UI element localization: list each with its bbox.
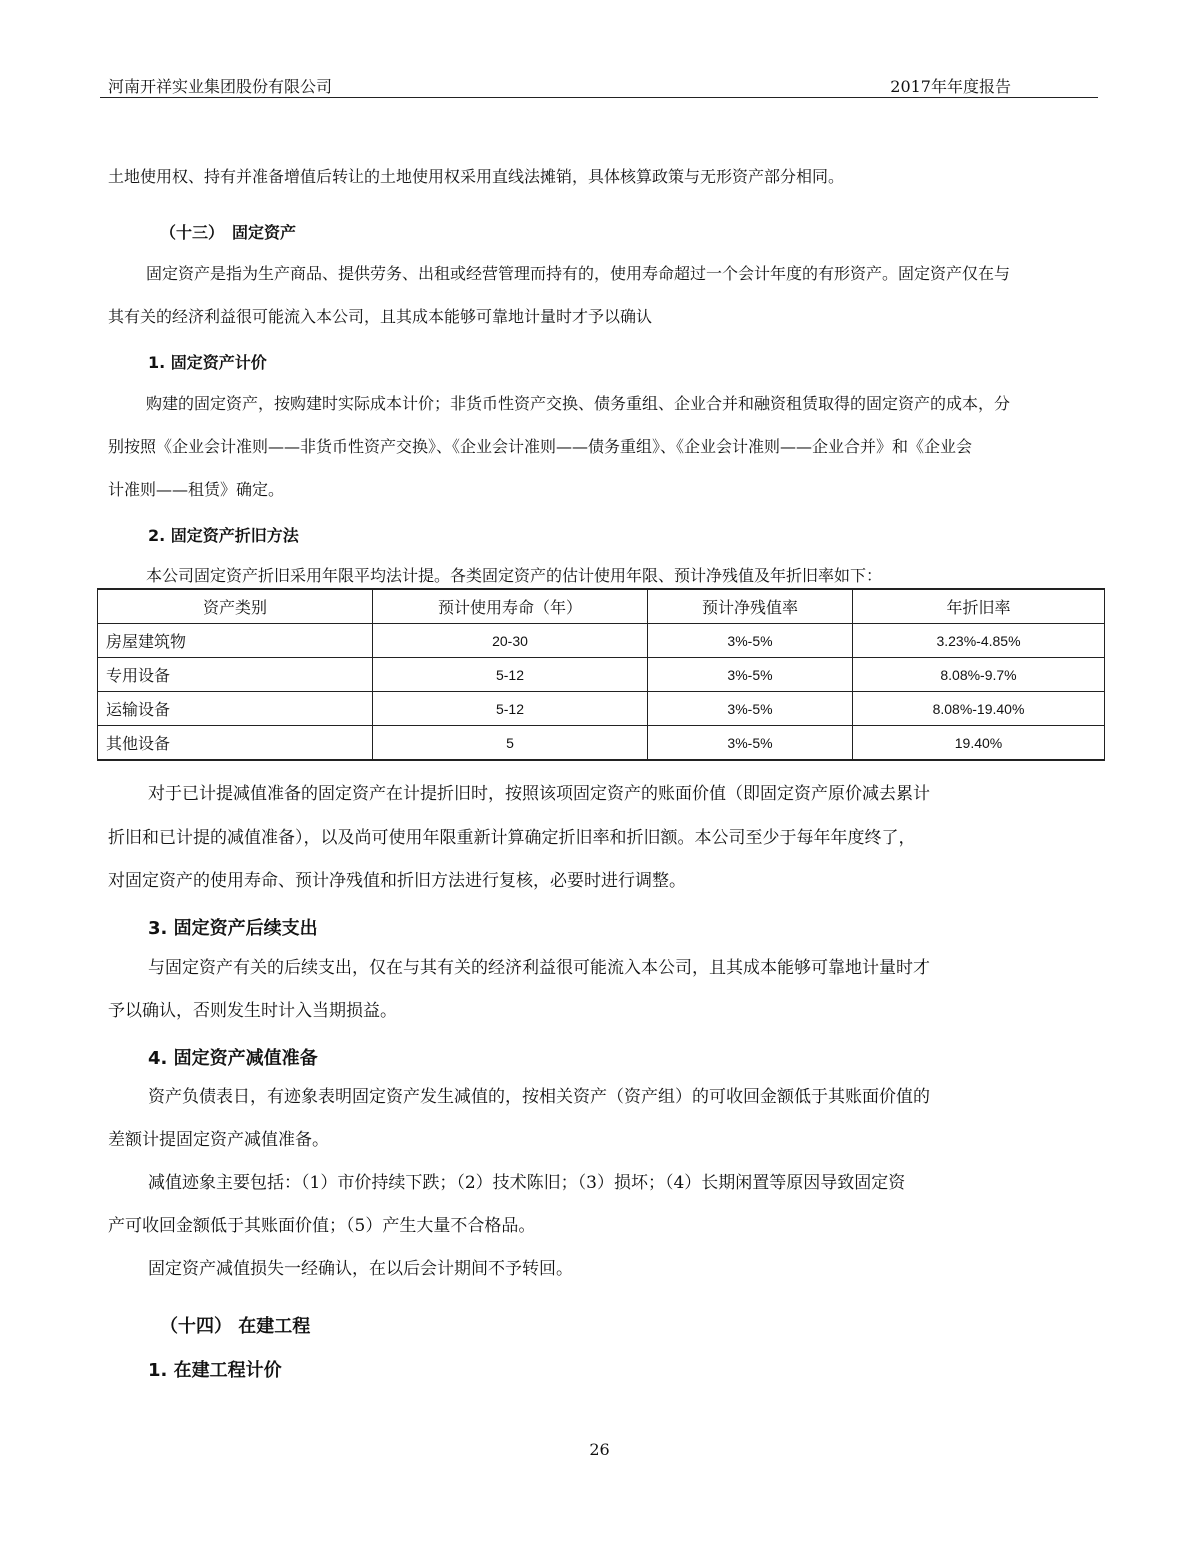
- section-13-title: （十三） 固定资产: [160, 223, 297, 242]
- h1-paragraph-line2: 别按照《企业会计准则——非货币性资产交换》、《企业会计准则——债务重组》、《企业会计准则——企业合并》和《企业会: [108, 437, 973, 456]
- depreciation-table: [97, 588, 1105, 761]
- intro-paragraph: 土地使用权、持有并准备增值后转让的土地使用权采用直线法摊销，具体核算政策与无形资产部分相同。: [108, 167, 845, 186]
- h2-paragraph: 本公司固定资产折旧采用年限平均法计提。各类固定资产的估计使用年限、预计净残值及年折旧率如下：: [146, 566, 883, 585]
- table-cell: 3%-5%: [648, 658, 853, 692]
- table-header-cell: 资产类别: [98, 589, 373, 624]
- section-14-title: （十四） 在建工程: [160, 1316, 311, 1337]
- header-report-title: 2017年年度报告: [890, 77, 1011, 96]
- sec13-paragraph-line2: 其有关的经济利益很可能流入本公司，且其成本能够可靠地计量时才予以确认: [108, 307, 653, 326]
- table-cell: 运输设备: [98, 692, 373, 726]
- table-row: [98, 624, 1105, 658]
- table-cell: 5: [373, 726, 648, 761]
- table-cell: 8.08%-19.40%: [853, 692, 1105, 726]
- table-cell: 5-12: [373, 658, 648, 692]
- table-cell: 房屋建筑物: [98, 624, 373, 658]
- after-table-line1: 对于已计提减值准备的固定资产在计提折旧时，按照该项固定资产的账面价值（即固定资产原价减去累计: [148, 784, 930, 804]
- heading-2-depreciation: 2. 固定资产折旧方法: [148, 526, 299, 545]
- h4b-paragraph-line1: 减值迹象主要包括：（1）市价持续下跌；（2）技术陈旧；（3）损坏；（4）长期闲置等原因导致固定资: [148, 1173, 906, 1193]
- sec14-heading-1: 1. 在建工程计价: [148, 1360, 282, 1381]
- table-header-row: [98, 589, 1105, 624]
- table-cell: 8.08%-9.7%: [853, 658, 1105, 692]
- heading-3-subsequent: 3. 固定资产后续支出: [148, 918, 318, 939]
- h3-paragraph-line2: 予以确认，否则发生时计入当期损益。: [108, 1001, 397, 1021]
- page-number: 26: [589, 1440, 610, 1459]
- h4c-paragraph: 固定资产减值损失一经确认，在以后会计期间不予转回。: [148, 1259, 573, 1279]
- table-cell: 20-30: [373, 624, 648, 658]
- header-company: 河南开祥实业集团股份有限公司: [108, 77, 333, 96]
- h4a-paragraph-line1: 资产负债表日，有迹象表明固定资产发生减值的，按相关资产（资产组）的可收回金额低于其账面价值的: [148, 1087, 930, 1107]
- heading-1-valuation: 1. 固定资产计价: [148, 353, 267, 372]
- h1-paragraph-line3: 计准则——租赁》确定。: [108, 480, 285, 499]
- sec13-paragraph-line1: 固定资产是指为生产商品、提供劳务、出租或经营管理而持有的，使用寿命超过一个会计年度的有形资产。固定资产仅在与: [146, 264, 1011, 283]
- table-row: [98, 658, 1105, 692]
- table-cell: 3%-5%: [648, 692, 853, 726]
- table-cell: 其他设备: [98, 726, 373, 761]
- table-header-cell: 预计净残值率: [648, 589, 853, 624]
- table-row: [98, 726, 1105, 761]
- table-cell: 专用设备: [98, 658, 373, 692]
- heading-4-impairment: 4. 固定资产减值准备: [148, 1048, 318, 1069]
- table-cell: 3%-5%: [648, 624, 853, 658]
- h4a-paragraph-line2: 差额计提固定资产减值准备。: [108, 1130, 329, 1150]
- h3-paragraph-line1: 与固定资产有关的后续支出，仅在与其有关的经济利益很可能流入本公司，且其成本能够可靠地计量时才: [148, 958, 930, 978]
- after-table-line2: 折旧和已计提的减值准备），以及尚可使用年限重新计算确定折旧率和折旧额。本公司至少于每年年度终了，: [108, 828, 916, 848]
- h1-paragraph-line1: 购建的固定资产，按购建时实际成本计价；非货币性资产交换、债务重组、企业合并和融资租赁取得的固定资产的成本，分: [146, 394, 1011, 413]
- table-row: [98, 692, 1105, 726]
- after-table-line3: 对固定资产的使用寿命、预计净残值和折旧方法进行复核，必要时进行调整。: [108, 871, 686, 891]
- table-cell: 19.40%: [853, 726, 1105, 761]
- table-cell: 3.23%-4.85%: [853, 624, 1105, 658]
- table-cell: 3%-5%: [648, 726, 853, 761]
- table-header-cell: 年折旧率: [853, 589, 1105, 624]
- table-header-cell: 预计使用寿命（年）: [373, 589, 648, 624]
- h4b-paragraph-line2: 产可收回金额低于其账面价值；（5）产生大量不合格品。: [108, 1216, 536, 1236]
- table-cell: 5-12: [373, 692, 648, 726]
- header-divider: [100, 97, 1098, 98]
